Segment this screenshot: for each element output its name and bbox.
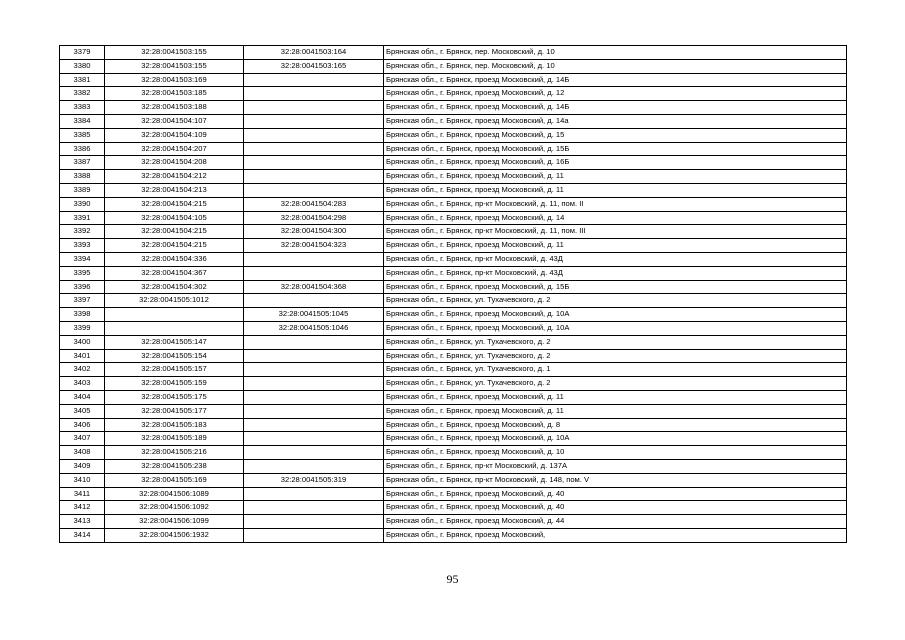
row-number-cell: 3380 [60,59,105,73]
premises-cadastral-number-cell [244,73,384,87]
address-cell: Брянская обл., г. Брянск, пр-кт Московский, д. 11, пом. III [384,225,847,239]
row-number-cell: 3400 [60,335,105,349]
row-number-cell: 3384 [60,114,105,128]
table-row [60,432,847,446]
premises-cadastral-number-cell [244,459,384,473]
address-cell: Брянская обл., г. Брянск, проезд Московский, д. 11 [384,170,847,184]
address-cell: Брянская обл., г. Брянск, пер. Московский, д. 10 [384,46,847,60]
table-row [60,252,847,266]
table-row [60,404,847,418]
premises-cadastral-number-cell [244,266,384,280]
cadastral-number-cell [105,308,244,322]
address-cell: Брянская обл., г. Брянск, проезд Московский, д. 14 [384,211,847,225]
table-row [60,377,847,391]
address-cell: Брянская обл., г. Брянск, проезд Московский, д. 16Б [384,156,847,170]
premises-cadastral-number-cell [244,252,384,266]
address-cell: Брянская обл., г. Брянск, пр-кт Московский, д. 148, пом. V [384,473,847,487]
cadastral-number-cell: 32:28:0041506:1099 [105,515,244,529]
premises-cadastral-number-cell [244,363,384,377]
table-row [60,294,847,308]
cadastral-number-cell: 32:28:0041504:215 [105,197,244,211]
cadastral-number-cell: 32:28:0041504:212 [105,170,244,184]
address-cell: Брянская обл., г. Брянск, проезд Московский, д. 11 [384,404,847,418]
premises-cadastral-number-cell [244,418,384,432]
address-cell: Брянская обл., г. Брянск, проезд Московский, д. 10А [384,432,847,446]
premises-cadastral-number-cell [244,501,384,515]
table-row [60,156,847,170]
property-registry-table [59,45,847,543]
premises-cadastral-number-cell [244,114,384,128]
registry-table-body [60,46,847,543]
premises-cadastral-number-cell: 32:28:0041503:165 [244,59,384,73]
address-cell: Брянская обл., г. Брянск, проезд Московский, д. 15Б [384,142,847,156]
cadastral-number-cell: 32:28:0041505:216 [105,446,244,460]
address-cell: Брянская обл., г. Брянск, ул. Тухачевского, д. 2 [384,294,847,308]
address-cell: Брянская обл., г. Брянск, проезд Московский, д. 11 [384,239,847,253]
table-row [60,59,847,73]
address-cell: Брянская обл., г. Брянск, проезд Московский, д. 8 [384,418,847,432]
cadastral-number-cell: 32:28:0041504:109 [105,128,244,142]
address-cell: Брянская обл., г. Брянск, проезд Московский, д. 10А [384,321,847,335]
row-number-cell: 3409 [60,459,105,473]
table-row [60,349,847,363]
address-cell: Брянская обл., г. Брянск, пр-кт Московский, д. 43Д [384,266,847,280]
cadastral-number-cell: 32:28:0041504:367 [105,266,244,280]
premises-cadastral-number-cell [244,446,384,460]
premises-cadastral-number-cell [244,183,384,197]
address-cell: Брянская обл., г. Брянск, проезд Московский, д. 40 [384,501,847,515]
address-cell: Брянская обл., г. Брянск, проезд Московский, д. 11 [384,390,847,404]
premises-cadastral-number-cell [244,101,384,115]
premises-cadastral-number-cell: 32:28:0041505:1045 [244,308,384,322]
premises-cadastral-number-cell: 32:28:0041505:1046 [244,321,384,335]
cadastral-number-cell: 32:28:0041505:177 [105,404,244,418]
cadastral-number-cell: 32:28:0041505:175 [105,390,244,404]
cadastral-number-cell: 32:28:0041505:169 [105,473,244,487]
cadastral-number-cell: 32:28:0041505:1012 [105,294,244,308]
premises-cadastral-number-cell [244,432,384,446]
row-number-cell: 3381 [60,73,105,87]
premises-cadastral-number-cell: 32:28:0041504:283 [244,197,384,211]
table-row [60,266,847,280]
cadastral-number-cell: 32:28:0041503:188 [105,101,244,115]
cadastral-number-cell: 32:28:0041504:107 [105,114,244,128]
cadastral-number-cell: 32:28:0041503:169 [105,73,244,87]
cadastral-number-cell: 32:28:0041503:155 [105,59,244,73]
cadastral-number-cell: 32:28:0041504:215 [105,239,244,253]
row-number-cell: 3397 [60,294,105,308]
address-cell: Брянская обл., г. Брянск, пр-кт Московский, д. 11, пом. II [384,197,847,211]
cadastral-number-cell: 32:28:0041504:336 [105,252,244,266]
address-cell: Брянская обл., г. Брянск, проезд Московский, д. 40 [384,487,847,501]
cadastral-number-cell: 32:28:0041504:105 [105,211,244,225]
table-row [60,46,847,60]
premises-cadastral-number-cell: 32:28:0041503:164 [244,46,384,60]
premises-cadastral-number-cell: 32:28:0041504:300 [244,225,384,239]
address-cell: Брянская обл., г. Брянск, проезд Московский, д. 14Б [384,73,847,87]
row-number-cell: 3394 [60,252,105,266]
row-number-cell: 3387 [60,156,105,170]
address-cell: Брянская обл., г. Брянск, пр-кт Московский, д. 43Д [384,252,847,266]
cadastral-number-cell: 32:28:0041506:1092 [105,501,244,515]
premises-cadastral-number-cell [244,156,384,170]
table-row [60,308,847,322]
table-row [60,515,847,529]
row-number-cell: 3404 [60,390,105,404]
row-number-cell: 3407 [60,432,105,446]
row-number-cell: 3386 [60,142,105,156]
address-cell: Брянская обл., г. Брянск, ул. Тухачевского, д. 1 [384,363,847,377]
cadastral-number-cell: 32:28:0041505:154 [105,349,244,363]
cadastral-number-cell: 32:28:0041504:213 [105,183,244,197]
cadastral-number-cell: 32:28:0041505:183 [105,418,244,432]
table-row [60,487,847,501]
row-number-cell: 3406 [60,418,105,432]
cadastral-number-cell: 32:28:0041505:157 [105,363,244,377]
table-row [60,142,847,156]
premises-cadastral-number-cell [244,87,384,101]
premises-cadastral-number-cell [244,390,384,404]
table-row [60,446,847,460]
row-number-cell: 3414 [60,528,105,542]
address-cell: Брянская обл., г. Брянск, пр-кт Московский, д. 137А [384,459,847,473]
table-row [60,321,847,335]
row-number-cell: 3396 [60,280,105,294]
address-cell: Брянская обл., г. Брянск, ул. Тухачевского, д. 2 [384,335,847,349]
table-row [60,73,847,87]
premises-cadastral-number-cell [244,487,384,501]
table-row [60,239,847,253]
row-number-cell: 3413 [60,515,105,529]
table-row [60,418,847,432]
table-row [60,114,847,128]
table-row [60,390,847,404]
row-number-cell: 3408 [60,446,105,460]
row-number-cell: 3405 [60,404,105,418]
address-cell: Брянская обл., г. Брянск, проезд Московский, [384,528,847,542]
table-row [60,183,847,197]
row-number-cell: 3411 [60,487,105,501]
premises-cadastral-number-cell [244,142,384,156]
row-number-cell: 3398 [60,308,105,322]
row-number-cell: 3379 [60,46,105,60]
table-row [60,501,847,515]
row-number-cell: 3412 [60,501,105,515]
premises-cadastral-number-cell [244,294,384,308]
row-number-cell: 3403 [60,377,105,391]
table-row [60,363,847,377]
table-row [60,87,847,101]
row-number-cell: 3390 [60,197,105,211]
table-row [60,211,847,225]
cadastral-number-cell: 32:28:0041506:1089 [105,487,244,501]
row-number-cell: 3410 [60,473,105,487]
address-cell: Брянская обл., г. Брянск, проезд Московский, д. 14Б [384,101,847,115]
cadastral-number-cell: 32:28:0041505:238 [105,459,244,473]
table-row [60,128,847,142]
row-number-cell: 3399 [60,321,105,335]
address-cell: Брянская обл., г. Брянск, ул. Тухачевского, д. 2 [384,377,847,391]
address-cell: Брянская обл., г. Брянск, проезд Московский, д. 10А [384,308,847,322]
cadastral-number-cell: 32:28:0041506:1932 [105,528,244,542]
row-number-cell: 3391 [60,211,105,225]
premises-cadastral-number-cell [244,170,384,184]
cadastral-number-cell: 32:28:0041503:155 [105,46,244,60]
cadastral-number-cell: 32:28:0041503:185 [105,87,244,101]
table-row [60,225,847,239]
address-cell: Брянская обл., г. Брянск, пер. Московский, д. 10 [384,59,847,73]
row-number-cell: 3401 [60,349,105,363]
row-number-cell: 3385 [60,128,105,142]
table-row [60,335,847,349]
address-cell: Брянская обл., г. Брянск, проезд Московский, д. 44 [384,515,847,529]
row-number-cell: 3402 [60,363,105,377]
premises-cadastral-number-cell [244,335,384,349]
cadastral-number-cell: 32:28:0041505:147 [105,335,244,349]
cadastral-number-cell: 32:28:0041504:302 [105,280,244,294]
address-cell: Брянская обл., г. Брянск, проезд Московский, д. 14а [384,114,847,128]
table-row [60,101,847,115]
cadastral-number-cell [105,321,244,335]
address-cell: Брянская обл., г. Брянск, проезд Московский, д. 15 [384,128,847,142]
table-row [60,473,847,487]
row-number-cell: 3392 [60,225,105,239]
premises-cadastral-number-cell [244,377,384,391]
premises-cadastral-number-cell [244,404,384,418]
page-number: 95 [446,572,459,586]
premises-cadastral-number-cell [244,128,384,142]
cadastral-number-cell: 32:28:0041505:189 [105,432,244,446]
address-cell: Брянская обл., г. Брянск, проезд Московский, д. 12 [384,87,847,101]
table-row [60,280,847,294]
row-number-cell: 3389 [60,183,105,197]
address-cell: Брянская обл., г. Брянск, проезд Московский, д. 15Б [384,280,847,294]
address-cell: Брянская обл., г. Брянск, проезд Московский, д. 10 [384,446,847,460]
cadastral-number-cell: 32:28:0041505:159 [105,377,244,391]
row-number-cell: 3395 [60,266,105,280]
premises-cadastral-number-cell: 32:28:0041504:323 [244,239,384,253]
premises-cadastral-number-cell: 32:28:0041505:319 [244,473,384,487]
row-number-cell: 3393 [60,239,105,253]
premises-cadastral-number-cell [244,528,384,542]
row-number-cell: 3382 [60,87,105,101]
row-number-cell: 3388 [60,170,105,184]
address-cell: Брянская обл., г. Брянск, ул. Тухачевского, д. 2 [384,349,847,363]
table-row [60,528,847,542]
premises-cadastral-number-cell [244,515,384,529]
premises-cadastral-number-cell [244,349,384,363]
table-row [60,170,847,184]
cadastral-number-cell: 32:28:0041504:207 [105,142,244,156]
table-row [60,459,847,473]
premises-cadastral-number-cell: 32:28:0041504:298 [244,211,384,225]
cadastral-number-cell: 32:28:0041504:208 [105,156,244,170]
cadastral-number-cell: 32:28:0041504:215 [105,225,244,239]
table-row [60,197,847,211]
premises-cadastral-number-cell: 32:28:0041504:368 [244,280,384,294]
row-number-cell: 3383 [60,101,105,115]
address-cell: Брянская обл., г. Брянск, проезд Московский, д. 11 [384,183,847,197]
